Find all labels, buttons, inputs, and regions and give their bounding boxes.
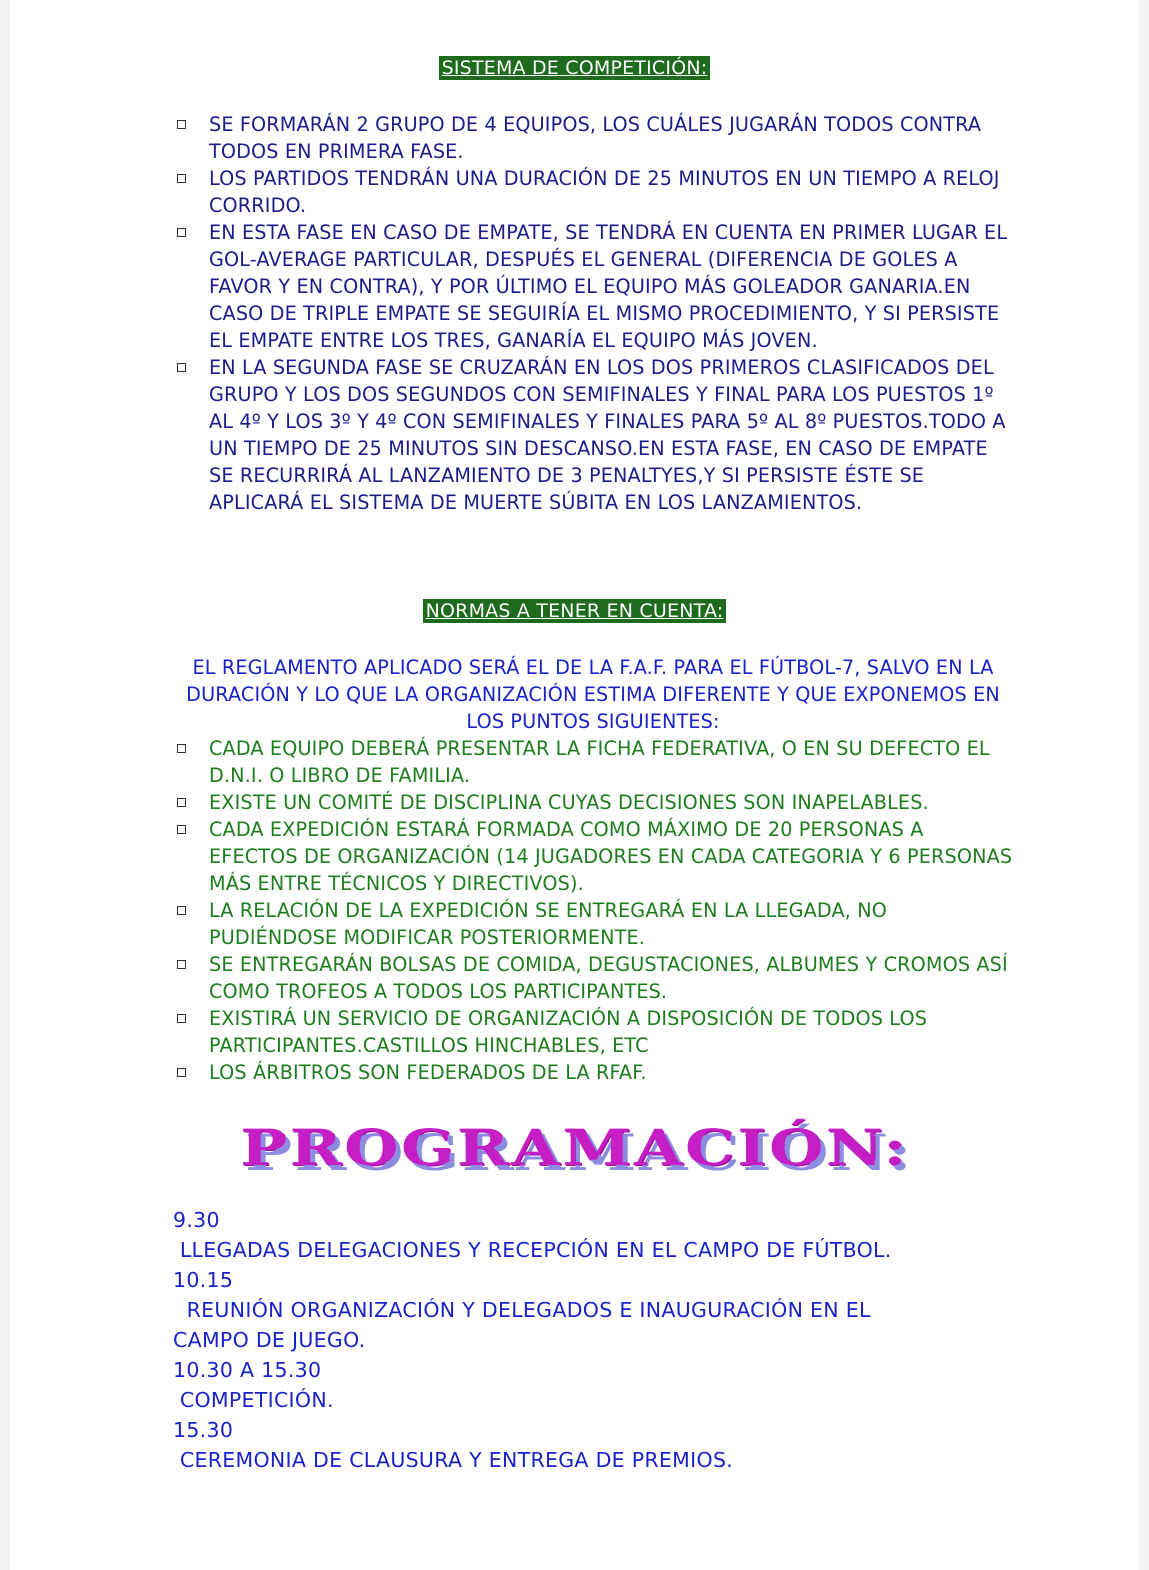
- schedule-event: LLEGADAS DELEGACIONES Y RECEPCIÓN EN EL CAMPO DE FÚTBOL.: [173, 1238, 892, 1262]
- checkbox-bullet-icon: [177, 120, 186, 129]
- checkbox-bullet-icon: [177, 363, 186, 372]
- schedule-event: REUNIÓN ORGANIZACIÓN Y DELEGADOS E INAUGURACIÓN EN EL: [173, 1298, 871, 1322]
- rules-intro: EL REGLAMENTO APLICADO SERÁ EL DE LA F.A.F. PARA EL FÚTBOL-7, SALVO EN LA DURACIÓN Y LO QUE LA ORGANIZACIÓN ESTIMA DIFERENTE Y QUE EXPONEMOS EN LOS PUNTOS SIGUIENTES:: [186, 656, 1000, 733]
- document-page: [10, 0, 1139, 1570]
- competition-list: [173, 111, 1013, 516]
- list-item: EXISTIRÁ UN SERVICIO DE ORGANIZACIÓN A DISPOSICIÓN DE TODOS LOS PARTICIPANTES.CASTILLOS HINCHABLES, ETC: [173, 1005, 1013, 1059]
- list-item: LOS ÁRBITROS SON FEDERADOS DE LA RFAF.: [173, 1059, 1013, 1086]
- list-item: SE FORMARÁN 2 GRUPO DE 4 EQUIPOS, LOS CUÁLES JUGARÁN TODOS CONTRA TODOS EN PRIMERA FASE.: [173, 111, 1013, 165]
- list-item: SE ENTREGARÁN BOLSAS DE COMIDA, DEGUSTACIONES, ALBUMES Y CROMOS ASÍ COMO TROFEOS A TODOS LOS PARTICIPANTES.: [173, 951, 1013, 1005]
- competition-heading-wrap: [10, 56, 1139, 80]
- checkbox-bullet-icon: [177, 228, 186, 237]
- checkbox-bullet-icon: [177, 906, 186, 915]
- checkbox-bullet-icon: [177, 1014, 186, 1023]
- checkbox-bullet-icon: [177, 1068, 186, 1077]
- schedule-event: COMPETICIÓN.: [173, 1388, 334, 1412]
- checkbox-bullet-icon: [177, 825, 186, 834]
- rules-heading-wrap: [10, 599, 1139, 623]
- rules-list: [173, 735, 1013, 1086]
- schedule: [173, 1205, 1033, 1475]
- checkbox-bullet-icon: [177, 174, 186, 183]
- list-item: EXISTE UN COMITÉ DE DISCIPLINA CUYAS DECISIONES SON INAPELABLES.: [173, 789, 1013, 816]
- program-title: PROGRAMACIÓN:: [240, 1118, 909, 1177]
- checkbox-bullet-icon: [177, 960, 186, 969]
- competition-heading: SISTEMA DE COMPETICIÓN:: [439, 56, 711, 80]
- schedule-event: CAMPO DE JUEGO.: [173, 1328, 366, 1352]
- list-item: CADA EQUIPO DEBERÁ PRESENTAR LA FICHA FEDERATIVA, O EN SU DEFECTO EL D.N.I. O LIBRO DE FAMILIA.: [173, 735, 1013, 789]
- schedule-time: 15.30: [173, 1418, 234, 1442]
- list-item: EN ESTA FASE EN CASO DE EMPATE, SE TENDRÁ EN CUENTA EN PRIMER LUGAR EL GOL-AVERAGE PARTICULAR, DESPUÉS EL GENERAL (DIFERENCIA DE GOLES A FAVOR Y EN CONTRA), Y POR ÚLTIMO EL EQUIPO MÁS GOLEADOR GANARIA.EN CASO DE TRIPLE EMPATE SE SEGUIRÍA EL MISMO PROCEDIMIENTO, Y SI PERSISTE EL EMPATE ENTRE LOS TRES, GANARÍA EL EQUIPO MÁS JOVEN.: [173, 219, 1013, 354]
- list-item: CADA EXPEDICIÓN ESTARÁ FORMADA COMO MÁXIMO DE 20 PERSONAS A EFECTOS DE ORGANIZACIÓN (14 JUGADORES EN CADA CATEGORIA Y 6 PERSONAS MÁS ENTRE TÉCNICOS Y DIRECTIVOS).: [173, 816, 1013, 897]
- schedule-time: 9.30: [173, 1208, 220, 1232]
- schedule-event: CEREMONIA DE CLAUSURA Y ENTREGA DE PREMIOS.: [173, 1448, 734, 1472]
- schedule-time: 10.15: [173, 1268, 234, 1292]
- list-item: LA RELACIÓN DE LA EXPEDICIÓN SE ENTREGARÁ EN LA LLEGADA, NO PUDIÉNDOSE MODIFICAR POSTERIORMENTE.: [173, 897, 1013, 951]
- rules-heading: NORMAS A TENER EN CUENTA:: [423, 599, 727, 623]
- list-item: EN LA SEGUNDA FASE SE CRUZARÁN EN LOS DOS PRIMEROS CLASIFICADOS DEL GRUPO Y LOS DOS SEGUNDOS CON SEMIFINALES Y FINAL PARA LOS PUESTOS 1º AL 4º Y LOS 3º Y 4º CON SEMIFINALES Y FINALES PARA 5º AL 8º PUESTOS.TODO A UN TIEMPO DE 25 MINUTOS SIN DESCANSO.EN ESTA FASE, EN CASO DE EMPATE SE RECURRIRÁ AL LANZAMIENTO DE 3 PENALTYES,Y SI PERSISTE ÉSTE SE APLICARÁ EL SISTEMA DE MUERTE SÚBITA EN LOS LANZAMIENTOS.: [173, 354, 1013, 516]
- schedule-time: 10.30 A 15.30: [173, 1358, 322, 1382]
- list-item: LOS PARTIDOS TENDRÁN UNA DURACIÓN DE 25 MINUTOS EN UN TIEMPO A RELOJ CORRIDO.: [173, 165, 1013, 219]
- checkbox-bullet-icon: [177, 798, 186, 807]
- checkbox-bullet-icon: [177, 744, 186, 753]
